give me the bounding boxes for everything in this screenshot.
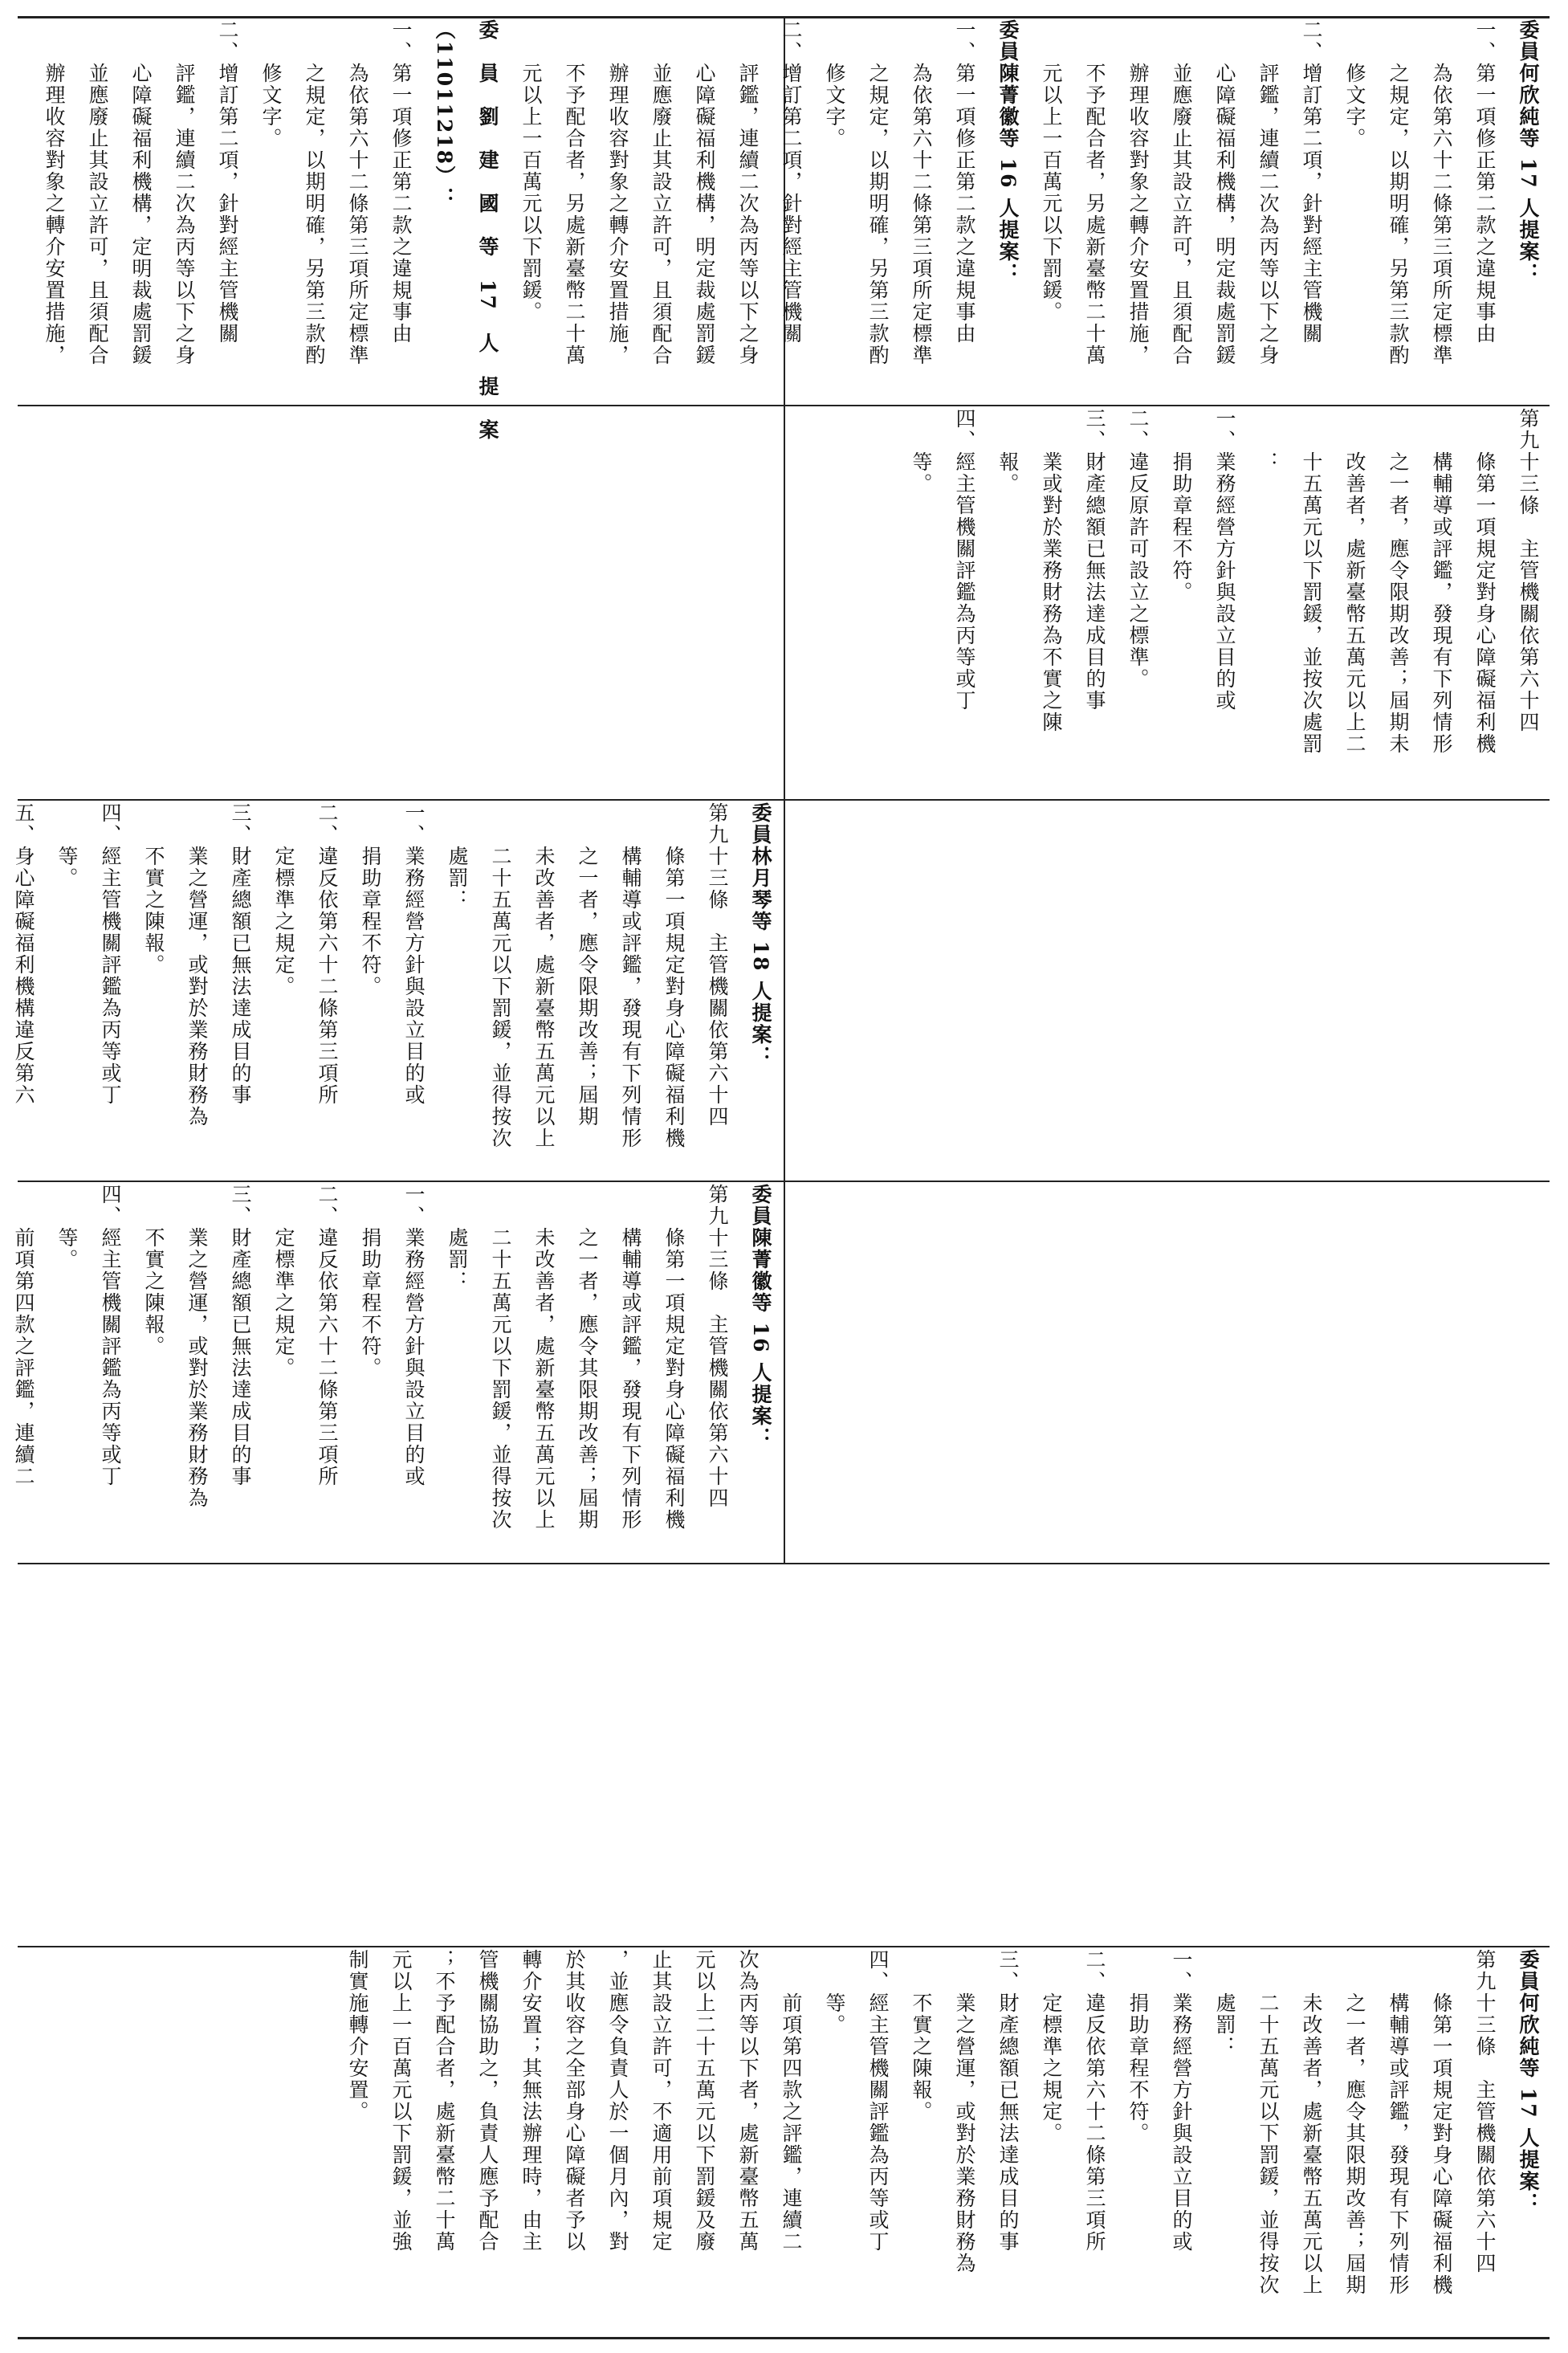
text-line: 條第一項規定對身心障礙福利機 — [662, 1184, 686, 1531]
text-line: 業或對於業務財務為不實之陳 — [1040, 408, 1063, 733]
text-line: 未改善者，處新臺幣五萬元以上 — [1300, 1949, 1323, 2296]
text-line: 於其收容之全部身心障礙者予以 — [563, 1949, 586, 2253]
text-line: 等。 — [910, 408, 933, 495]
text-line: 捐助章程不符。 — [1170, 408, 1193, 603]
text-line: 不實之陳報。 — [910, 1949, 933, 2123]
cell-current-law — [787, 408, 1550, 797]
rule-5 — [18, 1946, 1550, 1947]
text-line: 一、第一項修正第二款之違規事由 — [953, 19, 976, 345]
text-line: 二、增訂第二項，針對經主管機關 — [780, 19, 803, 345]
text-line: 之一者，應令限期改善；屆期未 — [1387, 408, 1410, 755]
text-line: 之規定，以期明確，另第三款酌 — [866, 19, 890, 366]
text-line: 處罰： — [1213, 1949, 1236, 2057]
text-line: 條第一項規定對身心障礙福利機 — [1473, 408, 1497, 755]
text-line: 一、第一項修正第二款之違規事由 — [389, 19, 413, 345]
text-line: 並應廢止其設立許可，且須配合 — [1170, 19, 1193, 366]
text-line: 構輔導或評鑑，發現有下列情形 — [1387, 1949, 1410, 2296]
text-line: 業之營運，或對於業務財務為 — [185, 802, 209, 1128]
cell-explanation-upper — [43, 19, 1550, 441]
text-line: 未改善者，處新臺幣五萬元以上 — [532, 1184, 556, 1531]
text-line: 心障礙福利機構，明定裁處罰鍰 — [693, 19, 716, 366]
text-line: 辦理收容對象之轉介安置措施， — [43, 19, 66, 366]
text-line: 構輔導或評鑑，發現有下列情形 — [619, 802, 642, 1149]
cell-lin-yueh-chin-proposal — [12, 802, 782, 1179]
text-line: 心障礙福利機構，明定裁處罰鍰 — [1213, 19, 1236, 366]
text-line: 處罰： — [446, 802, 469, 911]
text-line: 元以上一百萬元以下罰鍰。 — [519, 19, 543, 323]
proposal-heading: 委員何欣純等 17 人提案： — [1517, 1949, 1540, 2215]
text-line: 不實之陳報。 — [142, 1184, 165, 1357]
text-line: 三、財產總額已無法達成目的事 — [996, 1949, 1020, 2253]
text-line: 並應廢止其設立許可，且須配合 — [650, 19, 673, 366]
text-line — [0, 802, 2, 1179]
text-line: 一、業務經營方針與設立目的或 — [1213, 408, 1236, 712]
text-line: 為依第六十二條第三項所定標準 — [346, 19, 369, 366]
text-line: 處罰： — [446, 1184, 469, 1292]
text-line: 業之營運，或對於業務財務為 — [953, 1949, 976, 2274]
text-line: 條第一項規定對身心障礙福利機 — [1430, 1949, 1453, 2296]
text-line: 二、增訂第二項，針對經主管機關 — [216, 19, 239, 345]
text-line: 業之營運，或對於業務財務為 — [185, 1184, 209, 1509]
rule-4 — [18, 1563, 1550, 1564]
text-line: 改善者，處新臺幣五萬元以上二 — [1343, 408, 1366, 755]
text-line: 為依第六十二條第三項所定標準 — [910, 19, 933, 366]
text-line: 轉介安置；其無法辦理時，由主 — [519, 1949, 543, 2253]
text-line — [0, 1184, 2, 1561]
proposal-heading: 委員林月琴等 18 人提案： — [749, 802, 772, 1068]
text-line: 並應廢止其設立許可，且須配合 — [86, 19, 109, 366]
text-line: 辦理收容對象之轉介安置措施， — [1126, 19, 1150, 366]
text-line: 三、財產總額已無法達成目的事 — [229, 1184, 252, 1487]
text-line: 管機關協助之，負責人應予配合 — [476, 1949, 499, 2253]
text-line: 辦理收容對象之轉介安置措施， — [606, 19, 629, 366]
text-line: 評鑑，連續二次為丙等以下之身 — [173, 19, 196, 366]
text-line: 構輔導或評鑑，發現有下列情形 — [619, 1184, 642, 1531]
bottom-rule — [18, 2337, 1550, 2339]
text-line: 等。 — [55, 1184, 79, 1270]
text-line: 第九十三條 主管機關依第六十四 — [1473, 1949, 1497, 2274]
text-line: 構輔導或評鑑，發現有下列情形 — [1430, 408, 1453, 755]
text-line: 三、財產總額已無法達成目的事 — [1083, 408, 1106, 712]
text-line: 四、經主管機關評鑑為丙等或丁 — [99, 802, 122, 1106]
text-line: 四、經主管機關評鑑為丙等或丁 — [866, 1949, 890, 2253]
text-line: 修文字。 — [259, 19, 283, 149]
text-line: 五、身心障礙福利機構違反第六 — [12, 802, 35, 1106]
text-line: ；不予配合者，處新臺幣二十萬 — [433, 1949, 456, 2253]
text-line: 報。 — [996, 408, 1020, 495]
text-line: 一、第一項修正第二款之違規事由 — [1473, 19, 1497, 345]
text-line: 四、經主管機關評鑑為丙等或丁 — [953, 408, 976, 712]
text-line: 不實之陳報。 — [142, 802, 165, 976]
cell-chen-ching-hui-proposal — [12, 1184, 782, 1561]
text-line: 一、業務經營方針與設立目的或 — [402, 1184, 426, 1487]
text-line: 定標準之規定。 — [1040, 1949, 1063, 2144]
proposal-heading: 委員陳菁徽等 16 人提案： — [749, 1184, 772, 1450]
text-line: 二十五萬元以下罰鍰，並得按次 — [489, 1184, 512, 1531]
text-line: 三、財產總額已無法達成目的事 — [229, 802, 252, 1106]
text-line: 心障礙福利機構，定明裁處罰鍰 — [129, 19, 153, 366]
proposal-heading: （11011218）： — [433, 19, 456, 210]
text-line: ： — [1256, 408, 1280, 473]
text-line: 二十五萬元以下罰鍰，並得按次 — [489, 802, 512, 1149]
text-line: 止其設立許可，不適用前項規定 — [650, 1949, 673, 2253]
text-line: 制實施轉介安置。 — [346, 1949, 369, 2123]
text-line: 二、增訂第二項，針對經主管機關 — [1300, 19, 1323, 345]
text-line: 之一者，應令其限期改善；屆期 — [576, 1184, 599, 1531]
text-line: 一、業務經營方針與設立目的或 — [402, 802, 426, 1106]
text-line: 等。 — [823, 1949, 846, 2036]
text-line: 前項第四款之評鑑，連續二 — [780, 1949, 803, 2253]
text-line: 修文字。 — [1343, 19, 1366, 149]
text-line: 元以上一百萬元以下罰鍰。 — [1040, 19, 1063, 323]
proposal-heading: 委員何欣純等 17 人提案： — [1517, 19, 1540, 285]
text-line: 二、違反依第六十二條第三項所 — [1083, 1949, 1106, 2253]
text-line: 為依第六十二條第三項所定標準 — [1430, 19, 1453, 366]
text-line: 二十五萬元以下罰鍰，並得按次 — [1256, 1949, 1280, 2296]
text-line: 第九十三條 主管機關依第六十四 — [706, 1184, 729, 1509]
text-line: 捐助章程不符。 — [359, 802, 382, 997]
text-line: 元以上一百萬元以下罰鍰，並強 — [389, 1949, 413, 2253]
text-line: 次為丙等以下者，處新臺幣五萬 — [736, 1949, 760, 2253]
text-line: 條第一項規定對身心障礙福利機 — [662, 802, 686, 1149]
text-line: 元以上二十五萬元以下罰鍰及廢 — [693, 1949, 716, 2253]
proposal-heading: 委 員 劉 建 國 等 17 人 提 案 — [476, 19, 499, 441]
text-line: 捐助章程不符。 — [1126, 1949, 1150, 2144]
text-line: 第九十三條 主管機關依第六十四 — [1517, 408, 1540, 733]
text-line: 不予配合者，另處新臺幣二十萬 — [1083, 19, 1106, 366]
text-line: 捐助章程不符。 — [359, 1184, 382, 1379]
text-line: 之規定，以期明確，另第三款酌 — [303, 19, 326, 366]
text-line: 之一者，應令限期改善；屆期 — [576, 802, 599, 1128]
proposal-heading: 委員陳菁徽等 16 人提案： — [996, 19, 1020, 285]
text-line: 不予配合者，另處新臺幣二十萬 — [563, 19, 586, 366]
text-line: 評鑑，連續二次為丙等以下之身 — [1256, 19, 1280, 366]
text-line: 定標準之規定。 — [272, 802, 295, 997]
text-line: 前項第四款之評鑑，連續二 — [12, 1184, 35, 1487]
text-line: 二、違反依第六十二條第三項所 — [316, 1184, 339, 1487]
text-line: 修文字。 — [823, 19, 846, 149]
text-line: 二、違反原許可設立之標準。 — [1126, 408, 1150, 690]
text-line: 十五萬元以下罰鍰，並按次處罰 — [1300, 408, 1323, 755]
text-line: 四、經主管機關評鑑為丙等或丁 — [99, 1184, 122, 1487]
text-line: ，並應令負責人於一個月內，對 — [606, 1949, 629, 2253]
text-line: 定標準之規定。 — [272, 1184, 295, 1379]
text-line: 第九十三條 主管機關依第六十四 — [706, 802, 729, 1128]
text-line: 之規定，以期明確，另第三款酌 — [1387, 19, 1410, 366]
cell-ho-hsin-chun-proposal — [18, 1949, 1550, 2335]
text-line: 評鑑，連續二次為丙等以下之身 — [736, 19, 760, 366]
text-line: 等。 — [55, 802, 79, 889]
text-line: 未改善者，處新臺幣五萬元以上 — [532, 802, 556, 1149]
text-line: 之一者，應令其限期改善；屆期 — [1343, 1949, 1366, 2296]
text-line: 二、違反依第六十二條第三項所 — [316, 802, 339, 1106]
text-line: 一、業務經營方針與設立目的或 — [1170, 1949, 1193, 2253]
